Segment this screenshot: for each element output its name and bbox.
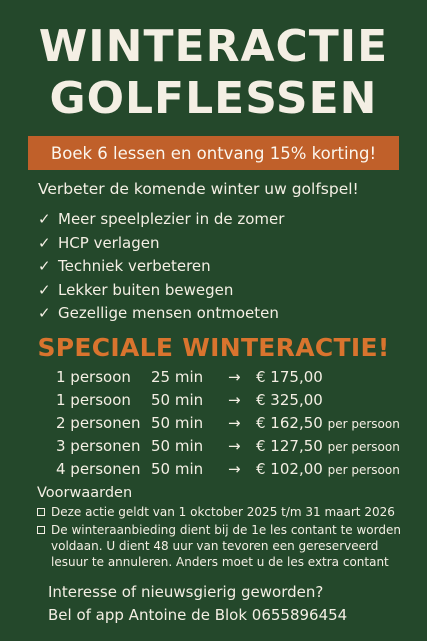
price-duration: 50 min [151, 460, 204, 478]
price-amount-group [256, 368, 323, 386]
benefits-list [38, 208, 284, 326]
condition-item [37, 522, 417, 570]
benefit-label: Gezellige mensen ontmoeten [58, 304, 279, 322]
condition-item [37, 504, 417, 520]
price-duration: 50 min [151, 391, 204, 409]
price-amount: € 325,00 [256, 391, 323, 409]
price-per-person: per persoon [327, 463, 400, 477]
price-row [56, 391, 416, 414]
cta-question: Interesse of nieuwsgierig geworden? [48, 583, 324, 601]
benefit-item [38, 208, 284, 232]
title-line-1: WINTERACTIE [38, 21, 389, 72]
arrow-right-icon: → [228, 437, 241, 455]
arrow-right-icon: → [228, 368, 241, 386]
price-table [56, 368, 416, 483]
check-icon: ✓ [38, 280, 51, 299]
price-row [56, 460, 416, 483]
arrow-right-icon: → [228, 460, 241, 478]
arrow-right-icon: → [228, 414, 241, 432]
check-icon: ✓ [38, 257, 51, 275]
price-persons: 1 persoon [56, 368, 131, 386]
benefit-item [38, 279, 284, 303]
conditions-list [37, 504, 417, 572]
price-duration: 25 min [151, 368, 204, 386]
conditions-title: Voorwaarden [37, 485, 133, 501]
price-persons: 2 personen [56, 414, 141, 432]
price-amount: € 102,00 [256, 460, 323, 478]
price-per-person: per persoon [327, 440, 400, 454]
price-duration: 50 min [151, 437, 204, 455]
arrow-right-icon: → [228, 391, 241, 409]
price-amount-group [256, 460, 400, 478]
benefit-item [38, 232, 284, 256]
price-amount: € 175,00 [256, 368, 323, 386]
price-row [56, 414, 416, 437]
condition-text: De winteraanbieding dient bij de 1e les contant te worden voldaan. U dient 48 uur van tevoren een gereserveerd lesuur te annuleren. Anders moet u de les extra contant [51, 523, 401, 569]
benefit-label: Lekker buiten bewegen [58, 280, 234, 299]
discount-banner-text: Boek 6 lessen en ontvang 15% korting! [50, 143, 377, 163]
price-persons: 4 personen [56, 460, 141, 478]
check-icon: ✓ [38, 304, 51, 322]
condition-text: Deze actie geldt van 1 okctober 2025 t/m 31 maart 2026 [51, 505, 395, 519]
price-amount-group [256, 437, 400, 455]
benefit-label: HCP verlagen [58, 233, 160, 252]
benefit-label: Meer speelplezier in de zomer [58, 210, 285, 228]
cta-contact: Bel of app Antoine de Blok 0655896454 [48, 606, 348, 624]
price-duration: 50 min [151, 414, 204, 432]
price-row [56, 368, 416, 391]
title-line-2: GOLFLESSEN [49, 73, 378, 124]
discount-banner [28, 136, 399, 170]
special-heading: SPECIALE WINTERACTIE! [37, 333, 390, 362]
price-amount-group [256, 414, 400, 432]
benefit-label: Techniek verbeteren [58, 257, 211, 275]
price-persons: 3 personen [56, 437, 141, 455]
check-icon: ✓ [38, 210, 51, 228]
price-amount: € 162,50 [256, 414, 323, 432]
price-row [56, 437, 416, 460]
checkbox-icon [37, 508, 45, 516]
price-persons: 1 persoon [56, 391, 131, 409]
price-amount: € 127,50 [256, 437, 323, 455]
benefit-item [38, 302, 284, 326]
price-amount-group [256, 391, 323, 409]
check-icon: ✓ [38, 233, 51, 252]
benefit-item [38, 255, 284, 279]
intro-text: Verbeter de komende winter uw golfspel! [38, 180, 359, 198]
price-per-person: per persoon [327, 417, 400, 431]
checkbox-icon [37, 526, 45, 534]
